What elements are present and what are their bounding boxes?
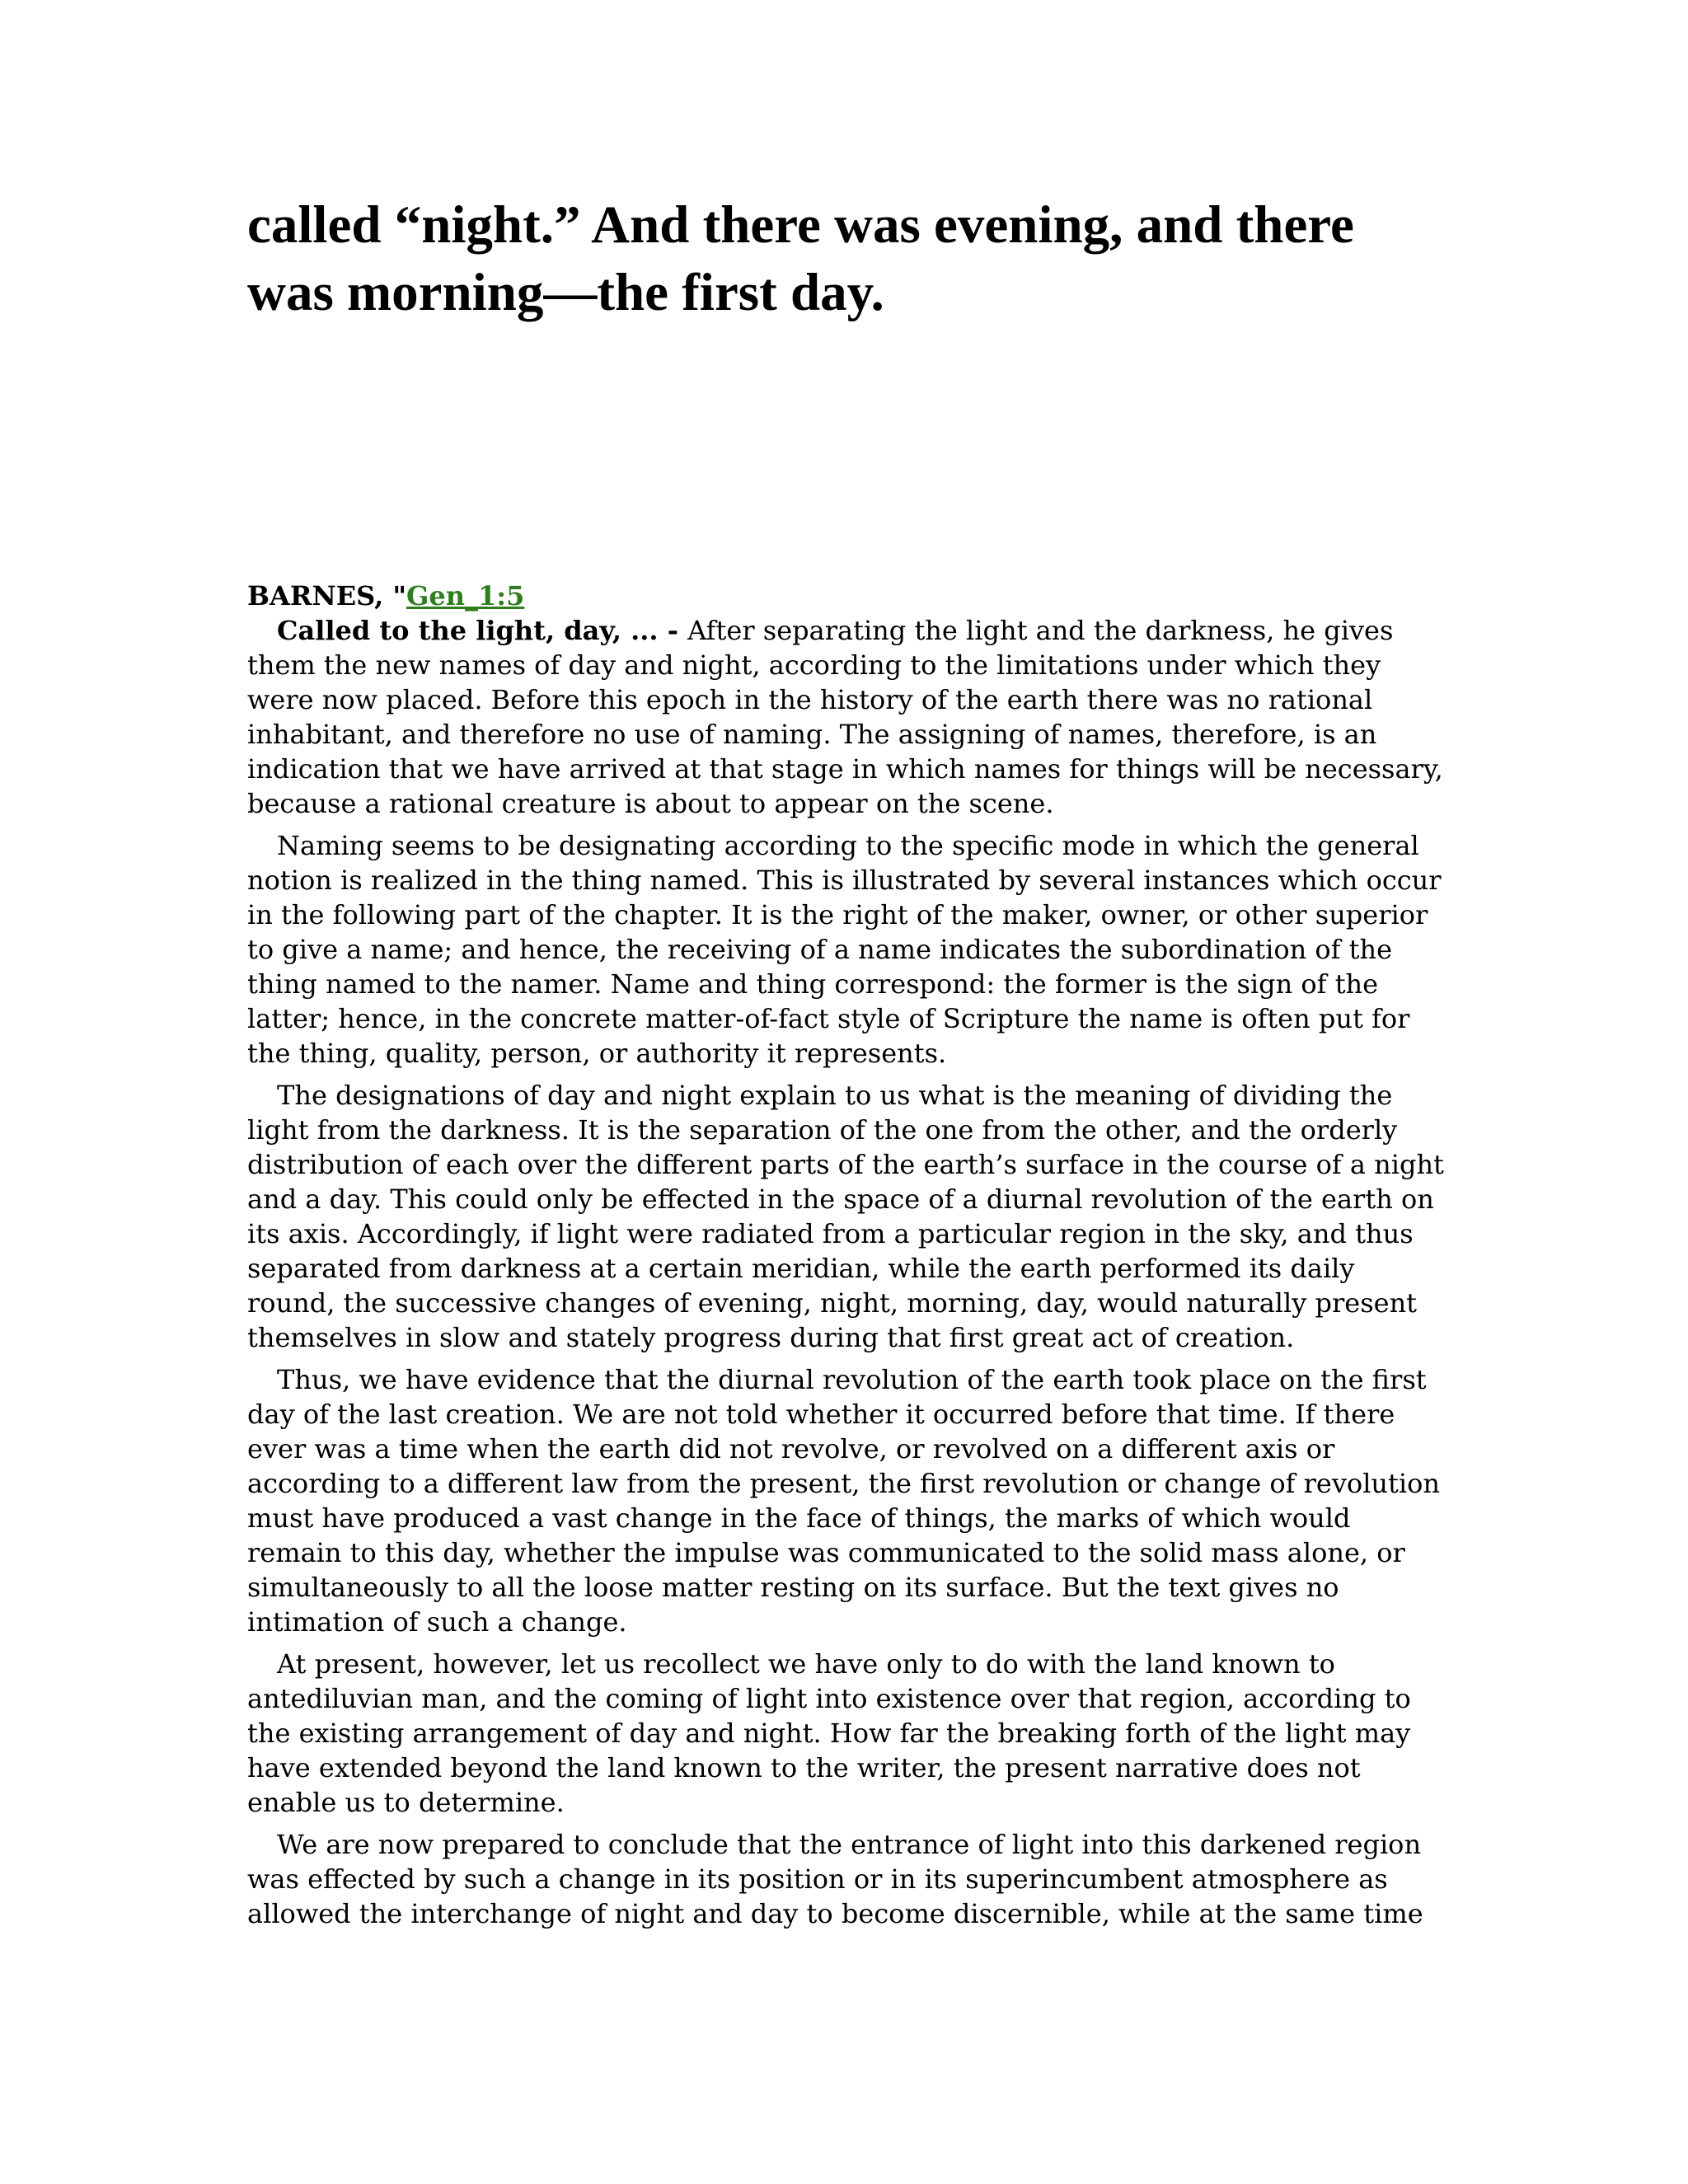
commentary-source: BARNES, " — [247, 580, 407, 612]
scripture-reference-link[interactable]: Gen_1:5 — [406, 580, 525, 612]
verse-heading: called “night.” And there was evening, and there was morning—the first day. — [247, 195, 1354, 322]
commentary-paragraph: Thus, we have evidence that the diurnal revolution of the earth took place on the first day of the last creation. We are not told whether it occurred before that time. If there ever was a time when the earth did not revolve, or revolved on a different axis or according to a different law from the present, the first revolution or change of revolution must have produced a vast change in the face of things, the marks of which would remain to this day, whether the impulse was communicated to the solid mass alone, or simultaneously to all the loose matter resting on its surface. But the text gives no intimation of such a change. — [247, 1364, 1440, 1638]
commentary-paragraph: At present, however, let us recollect we have only to do with the land known to antediluvian man, and the coming of light into existence over that region, according to the existing arrangement of day and night. How far the breaking forth of the light may have extended beyond the land known to the writer, the present narrative does not enable us to determine. — [247, 1648, 1411, 1818]
commentary-source-line — [247, 579, 1451, 613]
commentary-paragraph: Naming seems to be designating according to the specific mode in which the general notion is realized in the thing named. This is illustrated by several instances which occur in the following part of the chapter. It is the right of the maker, owner, or other superior to give a name; and hence, the receiving of a name indicates the subordination of the thing named to the namer. Name and thing correspond: the former is the sign of the latter; hence, in the concrete matter-of-fact style of Scripture the name is often put for the thing, quality, person, or authority it represents. — [247, 830, 1442, 1069]
commentary-paragraph — [247, 613, 1451, 821]
document-page — [247, 0, 1451, 2184]
paragraph-text: After separating the light and the darkness, he gives them the new names of day and night, according to the limitations under which they were now placed. Before this epoch in the history of the earth there was no rational inhabitant, and therefore no use of naming. The assigning of names, therefore, is an indication that we have arrived at that stage in which names for things will be necessary, because a rational creature is about to appear on the scene. — [247, 615, 1443, 819]
commentary-paragraph: We are now prepared to conclude that the entrance of light into this darkened region was effected by such a change in its position or in its superincumbent atmosphere as allowed the interchange of night and day to become discernible, while at the same time — [247, 1829, 1423, 1929]
commentary-paragraph: The designations of day and night explain to us what is the meaning of dividing the light from the darkness. It is the separation of the one from the other, and the orderly distribution of each over the different parts of the earth’s surface in the course of a night and a day. This could only be effected in the space of a diurnal revolution of the earth on its axis. Accordingly, if light were radiated from a particular region in the sky, and thus separated from darkness at a certain meridian, while the earth performed its daily round, the successive changes of evening, night, morning, day, would naturally present themselves in slow and stately progress during that first great act of creation. — [247, 1080, 1444, 1353]
verse-lead-label: Called to the light, day, ... - — [277, 615, 688, 646]
barnes-commentary — [247, 579, 1451, 1938]
